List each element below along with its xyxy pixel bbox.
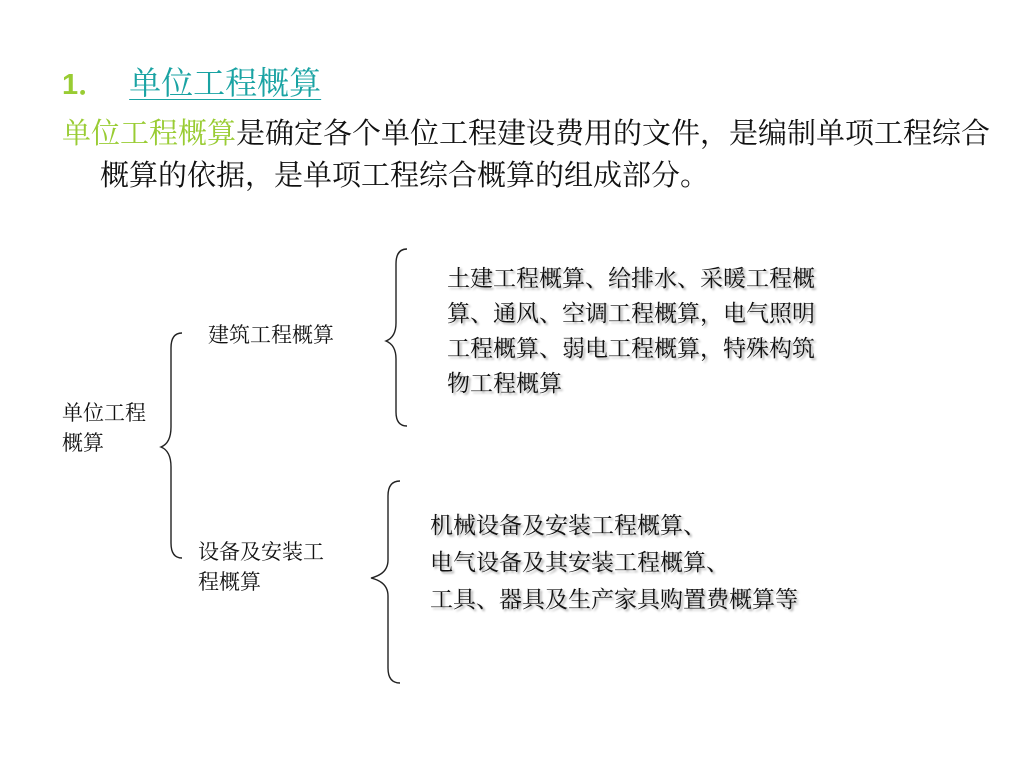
intro-paragraph bbox=[62, 112, 1000, 196]
equipment-detail-line: 机械设备及安装工程概算、 bbox=[430, 513, 706, 539]
equipment-detail-line: 工具、器具及生产家具购置费概算等 bbox=[430, 587, 798, 613]
equipment-detail-line: 电气设备及其安装工程概算、 bbox=[430, 550, 729, 576]
brace-root bbox=[161, 333, 182, 558]
brace-equipment bbox=[371, 481, 400, 683]
branch-label-building: 建筑工程概算 bbox=[208, 323, 334, 347]
branch-label-equipment: 设备及安装工程概算 bbox=[198, 540, 324, 594]
heading-number: 1． bbox=[62, 69, 108, 101]
branch-detail-equipment bbox=[430, 508, 900, 619]
slide-heading bbox=[62, 58, 321, 104]
intro-text: 是确定各个单位工程建设费用的文件，是编制单项工程综合概算的依据，是单项工程综合概算的组成部分。 bbox=[100, 116, 991, 192]
intro-highlight: 单位工程概算 bbox=[62, 116, 237, 150]
branch-detail-building: 土建工程概算、给排水、采暖工程概 算、通风、空调工程概算，电气照明 工程概算、弱电工程概算，特殊构筑 物工程概算 bbox=[447, 266, 815, 397]
tree-root-label: 单位工程概算 bbox=[62, 401, 146, 455]
brace-building bbox=[386, 249, 407, 426]
heading-title-link[interactable]: 单位工程概算 bbox=[129, 64, 322, 102]
